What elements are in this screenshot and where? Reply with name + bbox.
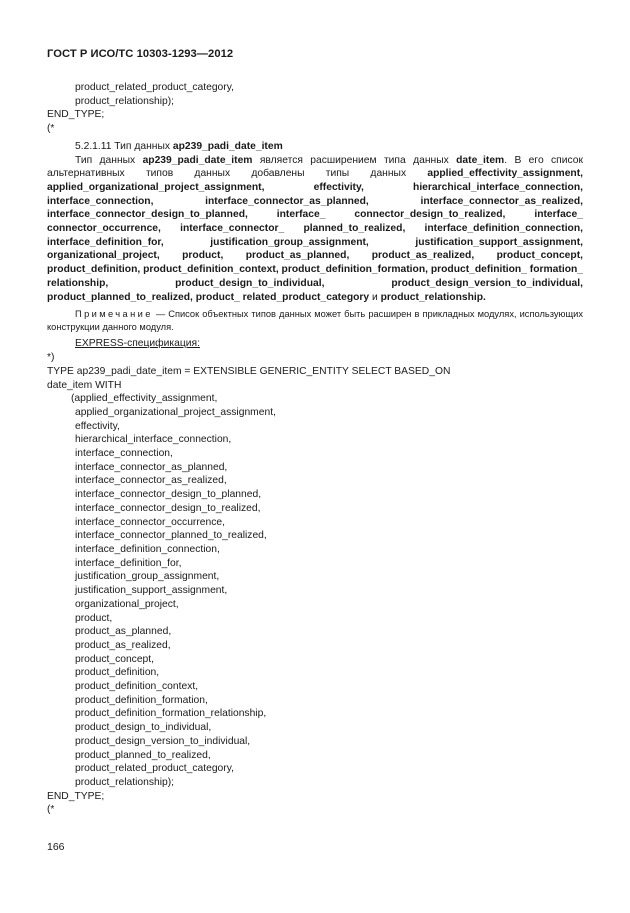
express-select-item: product_definition, xyxy=(75,667,160,679)
express-label: EXPRESS-спецификация: xyxy=(75,338,200,350)
express-select-item: product_planned_to_realized, xyxy=(75,749,211,761)
express-select-item: product_design_to_individual, xyxy=(75,722,212,734)
express-select-item: product_concept, xyxy=(75,653,154,665)
express-select-item: interface_definition_connection, xyxy=(75,543,220,555)
paragraph-base-type: date_item xyxy=(456,154,505,166)
express-select-item: justification_support_assignment, xyxy=(75,585,228,597)
paragraph-text: Тип данных xyxy=(75,154,143,166)
paragraph-text: является расширением типа данных xyxy=(252,154,457,166)
express-label-line xyxy=(47,337,583,351)
code-line: product_relationship); xyxy=(75,95,175,107)
express-select-item: interface_definition_for, xyxy=(75,557,182,569)
express-select-item: hierarchical_interface_connection, xyxy=(75,434,232,446)
section-heading xyxy=(47,140,583,154)
code-type-line: TYPE ap239_padi_date_item = EXTENSIBLE GENERIC_ENTITY SELECT BASED_ON xyxy=(47,365,451,377)
page-header: ГОСТ Р ИСО/ТС 10303-1293—2012 xyxy=(47,48,234,60)
express-select-item: product_definition_formation_relationship, xyxy=(75,708,267,720)
paragraph-type-last: product_relationship. xyxy=(380,291,486,303)
code-line: product_related_product_category, xyxy=(75,82,234,93)
express-select-item: applied_organizational_project_assignment, xyxy=(75,406,276,418)
express-select-item: product, xyxy=(75,612,113,624)
code-comment-open: (* xyxy=(47,123,55,135)
express-select-item: product_definition_formation, xyxy=(75,694,208,706)
express-select-item: (applied_effectivity_assignment, xyxy=(71,393,218,405)
express-select-item: organizational_project, xyxy=(75,598,179,610)
express-select-item: product_as_realized, xyxy=(75,639,171,651)
code-end-type: END_TYPE; xyxy=(47,790,105,802)
page-content xyxy=(47,81,583,817)
section-paragraph xyxy=(47,154,583,305)
note-text: — Список объектных типов данных может быть расширен в прикладных модулях, использующих конструкции данного модуля. xyxy=(47,309,583,332)
express-select-item: interface_connector_as_realized, xyxy=(75,475,227,487)
page-number: 166 xyxy=(47,841,65,853)
note-paragraph xyxy=(47,308,583,333)
express-select-item: interface_connection, xyxy=(75,448,173,460)
express-select-item: product_relationship); xyxy=(75,776,175,788)
express-select-item: interface_connector_planned_to_realized, xyxy=(75,530,267,542)
express-select-item: product_as_planned, xyxy=(75,626,172,638)
paragraph-text: и xyxy=(369,291,381,303)
paragraph-type-list: applied_effectivity_assignment, applied_organizational_project_assignment, effectivity, hierarchical_interface_connection, interface_connection, interface_connector_as_planned, interface_connector_as_realized, interface_connector_design_to_planned, interface_ connector_design_to_realized, interface_ connector_occurrence, interface_connector_ planned_to_realized, interface_definition_connection, interface_definition_for, justification_group_assignment, justification_support_assignment, organizational_project, product, product_as_planned, product_as_realized, product_concept, product_definition, product_definition_context, product_definition_formation, product_definition_ formation_ relationship, product_design_to_individual, product_design_version_to_individual, product_planned_to_realized, product_ related_product_category xyxy=(47,168,584,303)
express-select-item: interface_connector_occurrence, xyxy=(75,516,225,528)
code-comment-open: (* xyxy=(47,804,55,816)
paragraph-text: . В его список альтернативных типов данных добавлены типы данных xyxy=(47,154,584,180)
express-select-item: interface_connector_design_to_realized, xyxy=(75,502,261,514)
express-select-item: product_design_version_to_individual, xyxy=(75,735,251,747)
express-select-item: interface_connector_as_planned, xyxy=(75,461,228,473)
note-label: Примечание xyxy=(75,309,153,320)
express-select-item: product_related_product_category, xyxy=(75,763,234,775)
code-end-type: END_TYPE; xyxy=(47,109,105,121)
section-heading-text: 5.2.1.11 Тип данных xyxy=(75,140,173,152)
express-select-item: justification_group_assignment, xyxy=(75,571,220,583)
express-select-item: effectivity, xyxy=(75,420,120,432)
section-heading-type: ap239_padi_date_item xyxy=(172,140,283,152)
paragraph-type-name: ap239_padi_date_item xyxy=(142,154,253,166)
express-select-list xyxy=(47,392,583,789)
express-select-item: product_definition_context, xyxy=(75,681,199,693)
code-comment-close: *) xyxy=(47,352,55,364)
express-select-item: interface_connector_design_to_planned, xyxy=(75,489,262,501)
code-with-line: date_item WITH xyxy=(47,379,122,391)
